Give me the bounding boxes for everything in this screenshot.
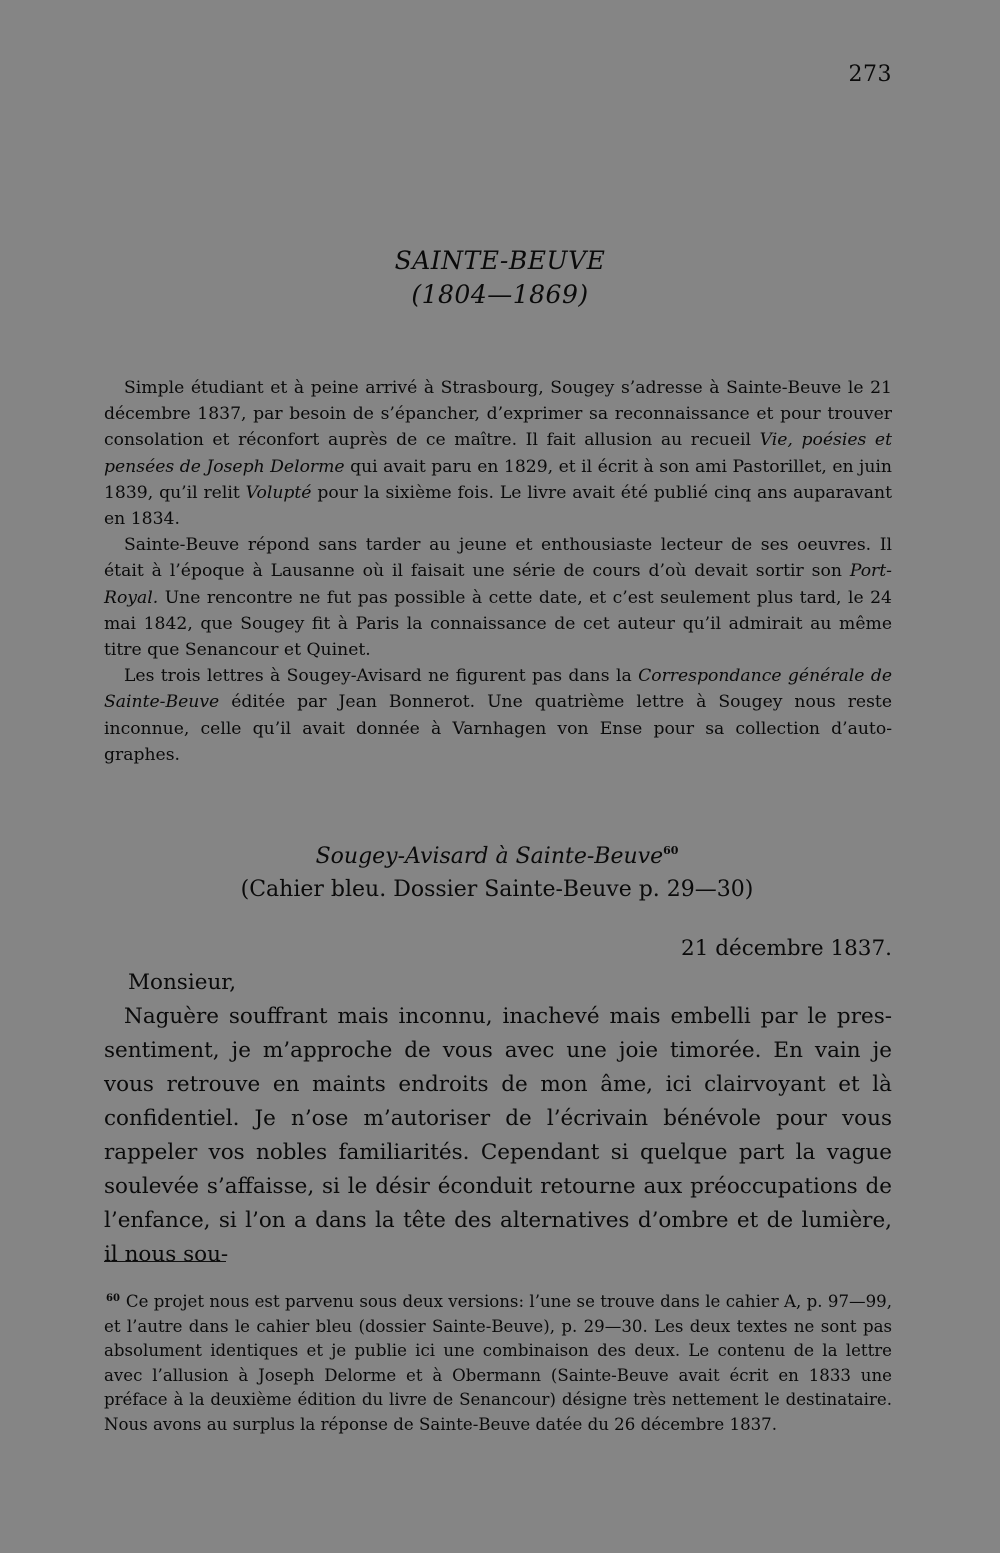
- intro-paragraph: [104, 663, 892, 768]
- footnote-divider: [104, 1261, 226, 1262]
- letter-body: Naguère souffrant mais inconnu, inachevé mais embelli par le pressentiment, je m’approche de vous avec une joie timorée. En vain je vous retrouve en maints endroits de mon âme, ici clairvoyant et là confidentiel. Je n’ose m’autoriser de l’écrivain bénévole pour vous rappeler vos nobles familiarités. Cependant si quelque part la vague soulevée s’affaisse, si le désir éconduit retourne aux préoccupations de l’enfance, si l’on a dans la tête des alternatives d’ombre et de lumière, il nous sou-: [104, 1004, 892, 1267]
- letter-date: 21 décembre 1837.: [681, 936, 892, 961]
- book-title: Volupté: [245, 482, 312, 503]
- intro-text: qui avait paru en 1829, et il écrit à son ami Pastorillet, en juin 1839, qu’il relit: [104, 456, 892, 503]
- letter-source: (Cahier bleu. Dossier Sainte-Beuve p. 29—30): [240, 877, 754, 902]
- intro-text: Simple étudiant et à peine arrivé à Strasbourg, Sougey s’adresse à Sainte-Beuve le 21 décembre 1837, par besoin de s’épancher, d’exprimer sa reconnaissance et pour trouver consolation et réconfort auprès de ce maître. Il fait allusion au recueil: [104, 378, 892, 451]
- letter-title: [0, 834, 994, 873]
- book-title: Port-Royal.: [104, 561, 892, 608]
- letter: [104, 932, 892, 1272]
- chapter-title: SAINTE-BEUVE: [394, 246, 606, 275]
- intro-text: Les trois lettres à Sougey-Avisard ne figurent pas dans la: [124, 666, 639, 687]
- chapter-dates: (1804—1869): [411, 280, 589, 309]
- introduction: [104, 375, 892, 768]
- book-title: Correspondance générale de Sainte-Beuve: [104, 666, 893, 713]
- intro-text: pour la sixième fois. Le livre avait été publié cinq ans auparavant en 1834.: [104, 482, 892, 530]
- footnote-reference: 60: [663, 844, 679, 857]
- intro-paragraph: [104, 375, 892, 532]
- page-number: 273: [848, 62, 892, 87]
- footnote-text: Ce projet nous est parvenu sous deux versions: l’une se trouve dans le cahier A, p. 97—99, et l’autre dans le cahier bleu (dossier Sainte-Beuve), p. 29—30. Les deux textes ne sont pas absolument identiques et je publie ici une combinaison des deux. Le contenu de la lettre avec l’allusion à Joseph Delorme et à Obermann (Sainte-Beuve avait écrit en 1833 une préface à la deuxième édition du livre de Senancour) désigne très nettement le destinataire. Nous avons au surplus la réponse de Sainte-Beuve datée du 26 décembre 1837.: [104, 1292, 892, 1434]
- footnote-number: 60: [106, 1293, 120, 1304]
- intro-paragraph: [104, 532, 892, 663]
- intro-text: éditée par Jean Bonnerot. Une quatrième lettre à Sougey nous reste inconnue, celle qu’il avait donnée à Varnhagen von Ense pour sa collection d’autographes.: [104, 692, 892, 765]
- book-title: Vie, poésies et pensées de Joseph Delorme: [104, 430, 893, 477]
- letter-salutation: Monsieur,: [128, 970, 237, 995]
- footnote: [104, 1287, 892, 1438]
- letter-heading: [0, 834, 994, 906]
- chapter-heading: [0, 244, 1000, 312]
- intro-text: Une rencontre ne fut pas possible à cette date, et c’est seulement plus tard, le 24 mai 1842, que Sougey fit à Paris la connaissance de cet auteur qu’il admirait au même titre que Senancour et Quinet.: [104, 587, 892, 661]
- intro-text: Sainte-Beuve répond sans tarder au jeune et enthousiaste lecteur de ses oeuvres. Il était à l’époque à Lausanne où il faisait une série de cours d’où devait sortir son: [104, 535, 892, 582]
- letter-title-text: Sougey-Avisard à Sainte-Beuve: [315, 844, 664, 869]
